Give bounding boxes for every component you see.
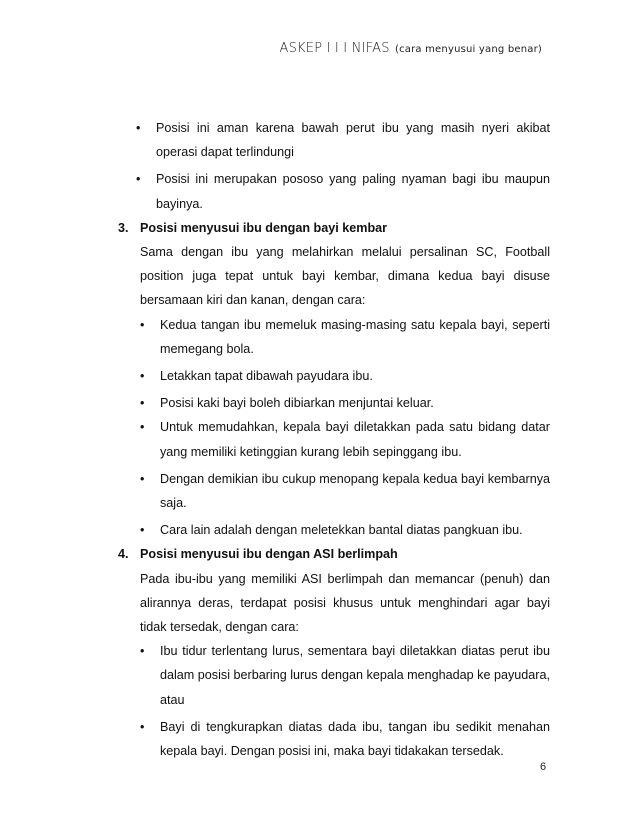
header-title: ASKEP I I I NIFAS — [279, 41, 390, 56]
section-number: 4. — [118, 547, 129, 562]
list-item-text: Letakkan tapat dibawah payudara ibu. — [160, 369, 373, 384]
bullet-icon: • — [140, 396, 145, 411]
list-item-text: Bayi di tengkurapkan diatas dada ibu, tangan ibu sedikit menahan kepala bayi. Dengan posisi ini, maka bayi tidakakan tersedak. — [160, 719, 550, 759]
list-item-text: Posisi ini aman karena bawah perut ibu yang masih nyeri akibat operasi dapat terlindungi — [156, 121, 550, 160]
bullet-icon: • — [140, 369, 145, 384]
list-item — [140, 391, 550, 415]
bullet-icon: • — [140, 719, 145, 734]
bullet-icon: • — [136, 172, 141, 187]
section-4 — [118, 542, 550, 763]
list-item-text: Ibu tidur terlentang lurus, sementara bayi diletakkan diatas perut ibu dalam posisi berbaring lurus dengan kepala menghadap ke payudara, atau — [160, 644, 550, 707]
list-item — [140, 364, 550, 388]
section-3-bullet-list — [118, 313, 550, 543]
list-item — [140, 467, 550, 515]
bullet-icon: • — [136, 121, 141, 135]
running-header — [0, 37, 542, 56]
section-title: Posisi menyusui ibu dengan bayi kembar — [140, 220, 388, 235]
list-item-text: Dengan demikian ibu cukup menopang kepala kedua bayi kembarnya saja. — [160, 471, 550, 511]
list-item-text: Posisi ini merupakan pososo yang paling nyaman bagi ibu maupun bayinya. — [156, 172, 550, 211]
page-number: 6 — [540, 761, 547, 773]
section-paragraph: Pada ibu-ibu yang memiliki ASI berlimpah dan memancar (penuh) dan alirannya deras, terdapat posisi khusus untuk menghindari agar bayi tidak tersedak, dengan cara: — [140, 571, 550, 635]
intro-bullet-list — [118, 116, 550, 216]
list-item-text: Posisi kaki bayi boleh dibiarkan menjuntai keluar. — [160, 396, 434, 411]
bullet-icon: • — [140, 317, 145, 332]
bullet-icon: • — [140, 523, 145, 538]
list-item-text: Kedua tangan ibu memeluk masing-masing satu kepala bayi, seperti memegang bola. — [160, 317, 550, 356]
list-item — [140, 639, 550, 712]
section-title: Posisi menyusui ibu dengan ASI berlimpah — [140, 547, 398, 562]
section-heading — [118, 216, 550, 240]
section-heading — [118, 542, 550, 566]
list-item-text: Cara lain adalah dengan meletekkan bantal diatas pangkuan ibu. — [160, 523, 523, 538]
bullet-icon: • — [140, 644, 145, 659]
header-subtitle: (cara menyusui yang benar) — [394, 44, 542, 55]
section-number: 3. — [118, 220, 129, 235]
list-item — [118, 116, 550, 164]
list-item — [140, 415, 550, 463]
bullet-icon: • — [140, 420, 145, 435]
list-item-text: Untuk memudahkan, kepala bayi diletakkan pada satu bidang datar yang memiliki ketinggian kurang lebih sepinggang ibu. — [160, 420, 550, 459]
list-item — [140, 715, 550, 763]
list-item — [140, 518, 550, 542]
bullet-icon: • — [140, 471, 145, 486]
section-paragraph: Sama dengan ibu yang melahirkan melalui persalinan SC, Football position juga tepat untuk bayi kembar, dimana kedua bayi disuse bersamaan kiri dan kanan, dengan cara: — [140, 245, 550, 308]
section-3 — [118, 216, 550, 543]
list-item — [118, 167, 550, 215]
page-body — [118, 116, 550, 763]
list-item — [140, 313, 550, 361]
section-4-bullet-list — [118, 639, 550, 763]
